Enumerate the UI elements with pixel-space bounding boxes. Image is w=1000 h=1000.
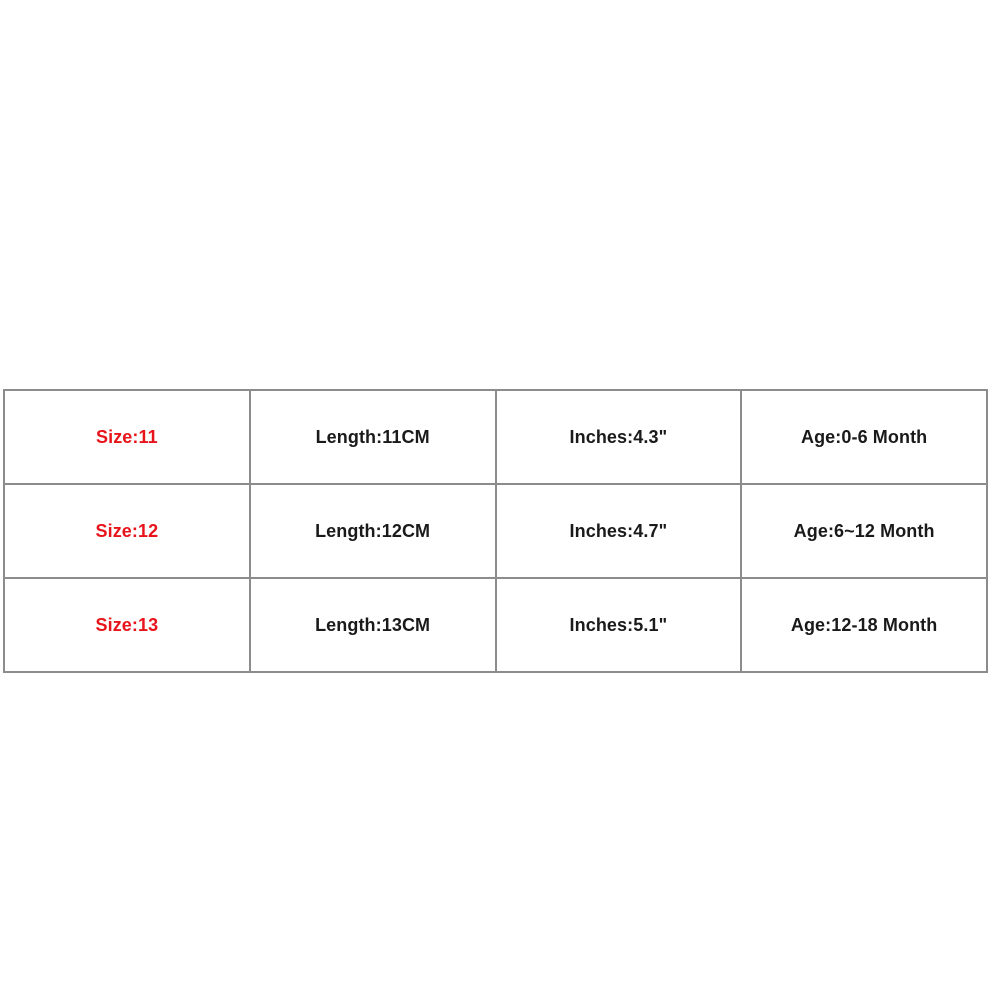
age-cell: Age:6~12 Month: [741, 484, 987, 578]
length-cell: Length:11CM: [250, 390, 496, 484]
size-chart-table: [3, 389, 988, 673]
size-cell: Size:12: [4, 484, 250, 578]
inches-cell: Inches:4.7": [496, 484, 742, 578]
table-row: [4, 390, 987, 484]
inches-cell: Inches:5.1": [496, 578, 742, 672]
age-cell: Age:12-18 Month: [741, 578, 987, 672]
table-row: [4, 578, 987, 672]
table-row: [4, 484, 987, 578]
length-cell: Length:13CM: [250, 578, 496, 672]
size-cell: Size:13: [4, 578, 250, 672]
inches-cell: Inches:4.3": [496, 390, 742, 484]
length-cell: Length:12CM: [250, 484, 496, 578]
size-cell: Size:11: [4, 390, 250, 484]
age-cell: Age:0-6 Month: [741, 390, 987, 484]
